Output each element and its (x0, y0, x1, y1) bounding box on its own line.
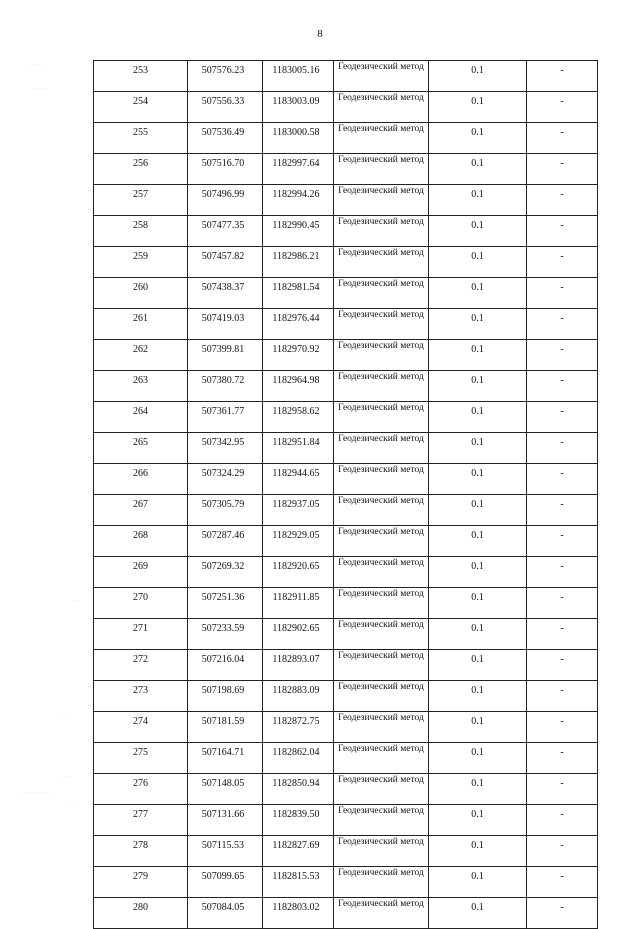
x-coordinate-cell: 507148.05 (188, 774, 263, 805)
y-coordinate-cell: 1182883.09 (263, 681, 334, 712)
accuracy-cell: 0.1 (429, 712, 527, 743)
y-coordinate-cell: 1182944.65 (263, 464, 334, 495)
table-row (94, 247, 598, 278)
x-coordinate-cell: 507576.23 (188, 61, 263, 92)
scan-artifact: · · · · (28, 62, 41, 68)
accuracy-cell: 0.1 (429, 495, 527, 526)
note-cell: - (527, 185, 598, 216)
point-number-cell: 255 (94, 123, 188, 154)
note-cell: - (527, 309, 598, 340)
accuracy-cell: 0.1 (429, 402, 527, 433)
y-coordinate-cell: 1182920.65 (263, 557, 334, 588)
x-coordinate-cell: 507324.29 (188, 464, 263, 495)
table-row (94, 836, 598, 867)
scan-artifact: · · · (62, 774, 72, 780)
x-coordinate-cell: 507164.71 (188, 743, 263, 774)
table-row (94, 557, 598, 588)
table-row (94, 433, 598, 464)
method-cell: Геодезический метод (334, 309, 429, 340)
point-number-cell: 253 (94, 61, 188, 92)
y-coordinate-cell: 1182839.50 (263, 805, 334, 836)
table-row (94, 154, 598, 185)
accuracy-cell: 0.1 (429, 557, 527, 588)
x-coordinate-cell: 507380.72 (188, 371, 263, 402)
x-coordinate-cell: 507342.95 (188, 433, 263, 464)
method-cell: Геодезический метод (334, 588, 429, 619)
method-cell: Геодезический метод (334, 402, 429, 433)
method-cell: Геодезический метод (334, 557, 429, 588)
accuracy-cell: 0.1 (429, 309, 527, 340)
accuracy-cell: 0.1 (429, 278, 527, 309)
accuracy-cell: 0.1 (429, 650, 527, 681)
accuracy-cell: 0.1 (429, 774, 527, 805)
method-cell: Геодезический метод (334, 712, 429, 743)
x-coordinate-cell: 507181.59 (188, 712, 263, 743)
note-cell: - (527, 743, 598, 774)
point-number-cell: 272 (94, 650, 188, 681)
method-cell: Геодезический метод (334, 805, 429, 836)
method-cell: Геодезический метод (334, 92, 429, 123)
y-coordinate-cell: 1182990.45 (263, 216, 334, 247)
x-coordinate-cell: 507251.36 (188, 588, 263, 619)
note-cell: - (527, 681, 598, 712)
table-row (94, 371, 598, 402)
accuracy-cell: 0.1 (429, 867, 527, 898)
table-row (94, 309, 598, 340)
note-cell: - (527, 898, 598, 929)
point-number-cell: 264 (94, 402, 188, 433)
point-number-cell: 274 (94, 712, 188, 743)
method-cell: Геодезический метод (334, 464, 429, 495)
point-number-cell: 270 (94, 588, 188, 619)
accuracy-cell: 0.1 (429, 464, 527, 495)
x-coordinate-cell: 507084.05 (188, 898, 263, 929)
accuracy-cell: 0.1 (429, 216, 527, 247)
note-cell: - (527, 526, 598, 557)
y-coordinate-cell: 1182911.85 (263, 588, 334, 619)
table-row (94, 123, 598, 154)
point-number-cell: 276 (94, 774, 188, 805)
method-cell: Геодезический метод (334, 247, 429, 278)
accuracy-cell: 0.1 (429, 898, 527, 929)
y-coordinate-cell: 1182815.53 (263, 867, 334, 898)
accuracy-cell: 0.1 (429, 743, 527, 774)
table-row (94, 619, 598, 650)
accuracy-cell: 0.1 (429, 588, 527, 619)
x-coordinate-cell: 507536.49 (188, 123, 263, 154)
method-cell: Геодезический метод (334, 898, 429, 929)
point-number-cell: 267 (94, 495, 188, 526)
page-number: 8 (317, 28, 323, 40)
method-cell: Геодезический метод (334, 681, 429, 712)
x-coordinate-cell: 507305.79 (188, 495, 263, 526)
accuracy-cell: 0.1 (429, 836, 527, 867)
x-coordinate-cell: 507477.35 (188, 216, 263, 247)
x-coordinate-cell: 507131.66 (188, 805, 263, 836)
table-row (94, 61, 598, 92)
note-cell: - (527, 557, 598, 588)
point-number-cell: 266 (94, 464, 188, 495)
table-row (94, 278, 598, 309)
point-number-cell: 257 (94, 185, 188, 216)
note-cell: - (527, 774, 598, 805)
accuracy-cell: 0.1 (429, 619, 527, 650)
accuracy-cell: 0.1 (429, 805, 527, 836)
point-number-cell: 260 (94, 278, 188, 309)
x-coordinate-cell: 507457.82 (188, 247, 263, 278)
y-coordinate-cell: 1182994.26 (263, 185, 334, 216)
note-cell: - (527, 650, 598, 681)
point-number-cell: 271 (94, 619, 188, 650)
note-cell: - (527, 619, 598, 650)
accuracy-cell: 0.1 (429, 433, 527, 464)
method-cell: Геодезический метод (334, 495, 429, 526)
accuracy-cell: 0.1 (429, 247, 527, 278)
y-coordinate-cell: 1183005.16 (263, 61, 334, 92)
note-cell: - (527, 92, 598, 123)
note-cell: - (527, 402, 598, 433)
y-coordinate-cell: 1182902.65 (263, 619, 334, 650)
point-number-cell: 268 (94, 526, 188, 557)
table-row (94, 681, 598, 712)
note-cell: - (527, 61, 598, 92)
x-coordinate-cell: 507233.59 (188, 619, 263, 650)
table-row (94, 588, 598, 619)
x-coordinate-cell: 507115.53 (188, 836, 263, 867)
note-cell: - (527, 464, 598, 495)
table-row (94, 898, 598, 929)
scan-artifact: · · (72, 598, 78, 604)
point-number-cell: 265 (94, 433, 188, 464)
scan-artifact: · · · (64, 801, 74, 807)
y-coordinate-cell: 1182981.54 (263, 278, 334, 309)
note-cell: - (527, 154, 598, 185)
note-cell: - (527, 836, 598, 867)
point-number-cell: 256 (94, 154, 188, 185)
point-number-cell: 258 (94, 216, 188, 247)
note-cell: - (527, 867, 598, 898)
x-coordinate-cell: 507198.69 (188, 681, 263, 712)
y-coordinate-cell: 1183003.09 (263, 92, 334, 123)
y-coordinate-cell: 1183000.58 (263, 123, 334, 154)
note-cell: - (527, 247, 598, 278)
point-number-cell: 259 (94, 247, 188, 278)
method-cell: Геодезический метод (334, 278, 429, 309)
y-coordinate-cell: 1182951.84 (263, 433, 334, 464)
point-number-cell: 261 (94, 309, 188, 340)
method-cell: Геодезический метод (334, 836, 429, 867)
accuracy-cell: 0.1 (429, 154, 527, 185)
table-row (94, 743, 598, 774)
scan-artifact: · · · · · · · · · (20, 790, 52, 796)
point-number-cell: 280 (94, 898, 188, 929)
accuracy-cell: 0.1 (429, 123, 527, 154)
y-coordinate-cell: 1182937.05 (263, 495, 334, 526)
point-number-cell: 263 (94, 371, 188, 402)
scan-artifact: · · · · (35, 86, 48, 92)
table-row (94, 92, 598, 123)
x-coordinate-cell: 507496.99 (188, 185, 263, 216)
x-coordinate-cell: 507216.04 (188, 650, 263, 681)
method-cell: Геодезический метод (334, 526, 429, 557)
note-cell: - (527, 588, 598, 619)
accuracy-cell: 0.1 (429, 526, 527, 557)
x-coordinate-cell: 507516.70 (188, 154, 263, 185)
accuracy-cell: 0.1 (429, 340, 527, 371)
y-coordinate-cell: 1182970.92 (263, 340, 334, 371)
note-cell: - (527, 371, 598, 402)
note-cell: - (527, 805, 598, 836)
y-coordinate-cell: 1182986.21 (263, 247, 334, 278)
method-cell: Геодезический метод (334, 619, 429, 650)
table-row (94, 650, 598, 681)
y-coordinate-cell: 1182929.05 (263, 526, 334, 557)
x-coordinate-cell: 507419.03 (188, 309, 263, 340)
table-row (94, 526, 598, 557)
table-row (94, 402, 598, 433)
table-row (94, 712, 598, 743)
table-row (94, 495, 598, 526)
note-cell: - (527, 712, 598, 743)
y-coordinate-cell: 1182976.44 (263, 309, 334, 340)
note-cell: - (527, 433, 598, 464)
y-coordinate-cell: 1182827.69 (263, 836, 334, 867)
accuracy-cell: 0.1 (429, 371, 527, 402)
x-coordinate-cell: 507287.46 (188, 526, 263, 557)
x-coordinate-cell: 507438.37 (188, 278, 263, 309)
point-number-cell: 277 (94, 805, 188, 836)
note-cell: - (527, 340, 598, 371)
point-number-cell: 279 (94, 867, 188, 898)
accuracy-cell: 0.1 (429, 92, 527, 123)
note-cell: - (527, 123, 598, 154)
method-cell: Геодезический метод (334, 867, 429, 898)
y-coordinate-cell: 1182893.07 (263, 650, 334, 681)
point-number-cell: 254 (94, 92, 188, 123)
y-coordinate-cell: 1182997.64 (263, 154, 334, 185)
y-coordinate-cell: 1182850.94 (263, 774, 334, 805)
note-cell: - (527, 216, 598, 247)
y-coordinate-cell: 1182862.04 (263, 743, 334, 774)
y-coordinate-cell: 1182964.98 (263, 371, 334, 402)
method-cell: Геодезический метод (334, 774, 429, 805)
method-cell: Геодезический метод (334, 650, 429, 681)
note-cell: - (527, 495, 598, 526)
coordinates-table-body (94, 61, 598, 929)
point-number-cell: 269 (94, 557, 188, 588)
note-cell: - (527, 278, 598, 309)
x-coordinate-cell: 507399.81 (188, 340, 263, 371)
method-cell: Геодезический метод (334, 216, 429, 247)
table-row (94, 216, 598, 247)
point-number-cell: 275 (94, 743, 188, 774)
table-row (94, 185, 598, 216)
y-coordinate-cell: 1182872.75 (263, 712, 334, 743)
x-coordinate-cell: 507361.77 (188, 402, 263, 433)
coordinates-table (93, 60, 598, 929)
scan-artifact: · · · (60, 712, 70, 718)
x-coordinate-cell: 507556.33 (188, 92, 263, 123)
method-cell: Геодезический метод (334, 743, 429, 774)
method-cell: Геодезический метод (334, 61, 429, 92)
point-number-cell: 278 (94, 836, 188, 867)
method-cell: Геодезический метод (334, 185, 429, 216)
method-cell: Геодезический метод (334, 371, 429, 402)
y-coordinate-cell: 1182803.02 (263, 898, 334, 929)
table-row (94, 774, 598, 805)
accuracy-cell: 0.1 (429, 681, 527, 712)
table-row (94, 340, 598, 371)
accuracy-cell: 0.1 (429, 61, 527, 92)
y-coordinate-cell: 1182958.62 (263, 402, 334, 433)
x-coordinate-cell: 507099.65 (188, 867, 263, 898)
point-number-cell: 273 (94, 681, 188, 712)
method-cell: Геодезический метод (334, 123, 429, 154)
accuracy-cell: 0.1 (429, 185, 527, 216)
table-row (94, 867, 598, 898)
method-cell: Геодезический метод (334, 433, 429, 464)
method-cell: Геодезический метод (334, 340, 429, 371)
x-coordinate-cell: 507269.32 (188, 557, 263, 588)
table-row (94, 805, 598, 836)
method-cell: Геодезический метод (334, 154, 429, 185)
point-number-cell: 262 (94, 340, 188, 371)
table-row (94, 464, 598, 495)
